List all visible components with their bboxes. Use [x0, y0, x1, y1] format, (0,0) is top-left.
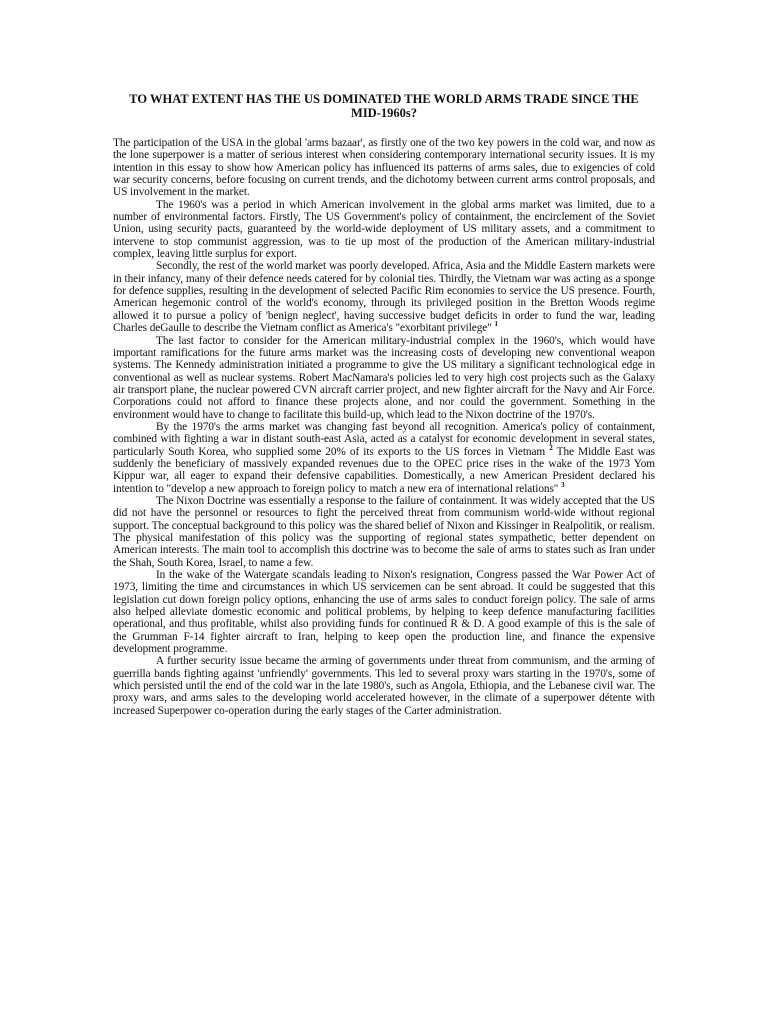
document-page: [113, 92, 655, 717]
paragraph-proxy-wars: [113, 655, 655, 717]
paragraph-1970s: [113, 421, 655, 495]
paragraph-1960s: [113, 199, 655, 261]
footnote-marker: 3: [561, 480, 565, 489]
paragraph-text: A further security issue became the arming of governments under threat from communism, and the arming of guerrilla bands fighting against 'unfriendly' governments. This led to several proxy wars starting in the 1970's, some of which persisted until the end of the cold war in the late 1980's, such as Angola, Ethiopia, and the Lebanese civil war. The proxy wars, and arms sales to the developing world accelerated however, in the climate of a superpower détente with increased Superpower co-operation during the early stages of the Carter administration.: [113, 655, 655, 717]
essay-title: TO WHAT EXTENT HAS THE US DOMINATED THE WORLD ARMS TRADE SINCE THE MID-1960s?: [129, 92, 639, 120]
paragraph-text: The Nixon Doctrine was essentially a response to the failure of containment. It was widely accepted that the US did not have the personnel or resources to fight the perceived threat from communism world-wide without regional support. The conceptual background to this policy was the shared belief of Nixon and Kissinger in Realpolitik, or realism. The physical manifestation of this policy was the supporting of regional states sympathetic, better dependent on American interests. The main tool to accomplish this doctrine was to become the sale of arms to states such as Iran under the Shah, South Korea, Israel, to name a few.: [113, 494, 655, 569]
paragraph-last-factor: [113, 335, 655, 421]
paragraph-text: The last factor to consider for the American military-industrial complex in the 1960's, which would have important ramifications for the future arms market was the increasing costs of developing new conventional weapon systems. The Kennedy administration initiated a programme to give the US military a significant technological edge in conventional as well as nuclear systems. Robert MacNamara's policies led to very high cost projects such as the Galaxy air transport plane, the nuclear powered CVN aircraft carrier project, and new fighter aircraft for the Navy and Air Force. Corporations could not afford to finance these projects alone, and nor could the government. Something in the environment would have to change to facilitate this build-up, which lead to the Nixon doctrine of the 1970's.: [113, 334, 655, 421]
paragraph-text: Secondly, the rest of the world market was poorly developed. Africa, Asia and the Middle Eastern markets were in their infancy, many of their defence needs catered for by colonial ties. Thirdly, the Vietnam war was acting as a sponge for defence supplies, resulting in the development of selected Pacific Rim economies to service the US presence. Fourth, American hegemonic control of the world's economy, through its privileged position in the Bretton Woods regime allowed it to pursue a policy of 'benign neglect', having successive budget deficits in order to fund the war, leading Charles deGaulle to describe the Vietnam conflict as America's "exorbitant privilege": [113, 260, 655, 335]
footnote-marker: 2: [549, 443, 553, 452]
paragraph-secondly: [113, 260, 655, 334]
paragraph-text: By the 1970's the arms market was changing fast beyond all recognition. America's policy of containment, combined with fighting a war in distant south-east Asia, acted as a catalyst for economic development in several states, particularly South Korea, who supplied some 20% of its exports to the US forces in Vietnam: [113, 420, 655, 458]
paragraph-intro: [113, 137, 655, 199]
footnote-marker: 1: [494, 320, 498, 329]
paragraph-watergate: [113, 569, 655, 655]
paragraph-nixon-doctrine: [113, 495, 655, 569]
paragraph-text: The participation of the USA in the global 'arms bazaar', as firstly one of the two key powers in the cold war, and now as the lone superpower is a matter of serious interest when considering contemporary international security issues. It is my intention in this essay to show how American policy has influenced its patterns of arms sales, due to exigencies of cold war security concerns, before focusing on current trends, and the dichotomy between current arms control proposals, and US involvement in the market.: [113, 137, 655, 199]
paragraph-text: The 1960's was a period in which American involvement in the global arms market was limited, due to a number of environmental factors. Firstly, The US Government's policy of containment, the encirclement of the Soviet Union, using security pacts, guaranteed by the world-wide deployment of US military assets, and a commitment to intervene to stop communist aggression, was to tie up most of the production of the American military-industrial complex, leaving little surplus for export.: [113, 198, 655, 261]
paragraph-text-continued: The Middle East was suddenly the beneficiary of massively expanded revenues due to the OPEC price rises in the wake of the 1973 Yom Kippur war, all eager to expand their defensive capabilities. Domestically, a new American President declared his intention to "develop a new approach to foreign policy to match a new era of international relations": [113, 445, 656, 495]
paragraph-text: In the wake of the Watergate scandals leading to Nixon's resignation, Congress passed the War Power Act of 1973, limiting the time and circumstances in which US servicemen can be sent abroad. It could be suggested that this legislation cut down foreign policy options, enhancing the use of arms sales to conduct foreign policy. The sale of arms also helped alleviate domestic economic and political problems, by helping to keep defence manufacturing facilities operational, and thus profitable, whilst also providing funds for continued R & D. A good example of this is the sale of the Grumman F-14 fighter aircraft to Iran, helping to keep open the production line, and finance the expensive development programme.: [113, 569, 655, 656]
